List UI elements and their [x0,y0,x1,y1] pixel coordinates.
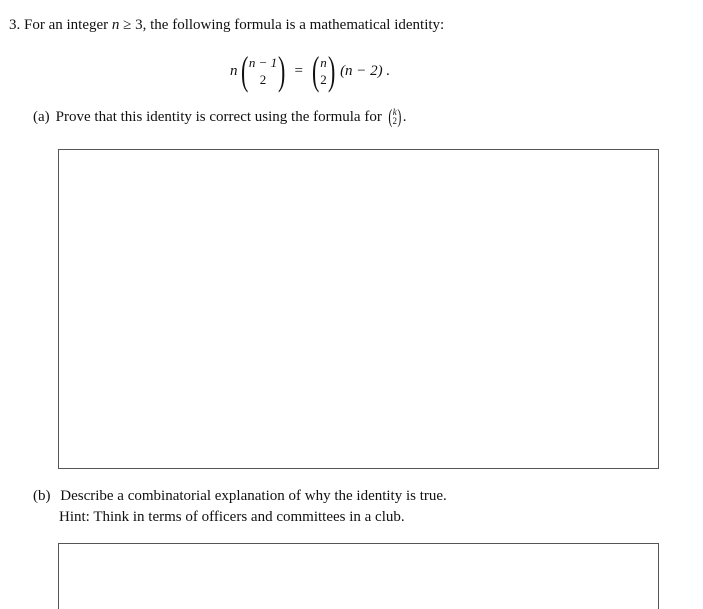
problem-number: 3. [9,17,21,33]
problem-variable: n [111,17,120,33]
part-b-text: Describe a combinatorial explanation of why the identity is true. [60,488,447,504]
part-a-prompt [33,107,406,127]
problem-statement [9,15,444,35]
left-paren: ( [311,48,320,93]
formula-left-binomial [238,48,289,93]
right-paren: ) [397,106,402,128]
left-paren: ( [240,48,248,93]
formula-left-coefficient: n [230,62,238,79]
left-binomial-top: n − 1 [248,55,278,70]
problem-intro-pre: For an integer [24,17,109,33]
part-a-binomial-top: k [392,107,397,117]
right-binomial-bottom: 2 [320,72,327,87]
part-b-label: (b) [33,488,51,504]
right-paren: ) [327,48,336,93]
formula-right-factor: (n − 2) . [340,62,391,79]
formula-right-binomial [309,48,338,93]
part-a-label: (a) [33,109,50,125]
right-binomial-top: n [320,55,327,70]
right-paren: ) [278,48,286,93]
part-b-prompt [33,486,447,506]
part-a-text: Prove that this identity is correct using the formula for [55,109,382,125]
formula-equals: = [294,62,303,79]
part-a-end: . [402,109,407,125]
identity-formula [230,49,390,93]
answer-box-part-a[interactable] [58,149,659,469]
part-b-hint: Hint: Think in terms of officers and committees in a club. [59,509,405,525]
part-a-binomial [387,107,403,127]
part-a-binomial-bottom: 2 [392,116,398,126]
left-binomial-bottom: 2 [259,72,267,87]
left-paren: ( [388,106,393,128]
answer-box-part-b[interactable] [58,543,659,609]
problem-intro-rel: ≥ 3, the following formula is a mathematical identity: [123,17,445,33]
